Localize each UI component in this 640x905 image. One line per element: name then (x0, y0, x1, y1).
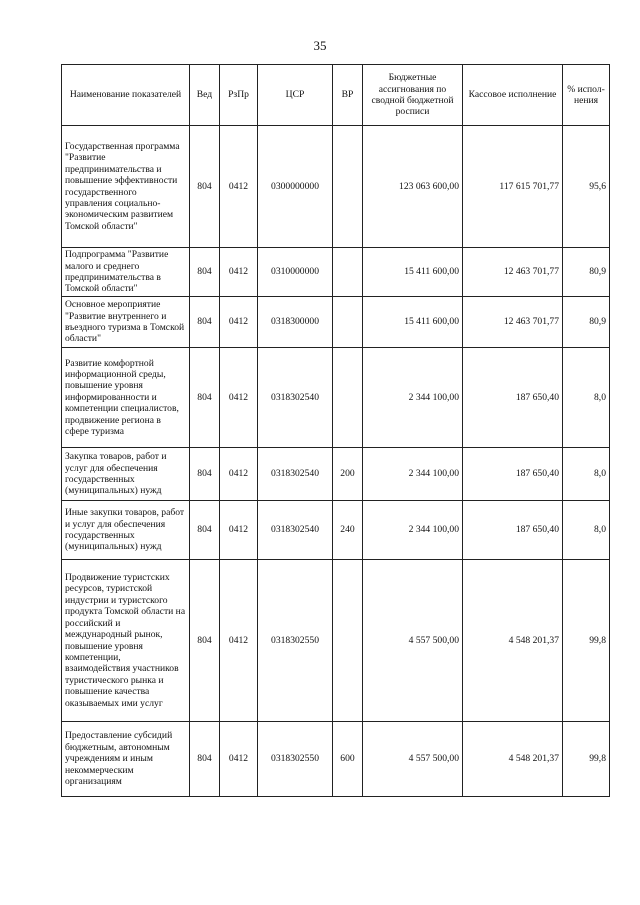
row-exec: 4 548 201,37 (463, 560, 563, 722)
row-csr: 0318302540 (258, 501, 333, 560)
header-pct: % испол-нения (563, 65, 610, 126)
row-pct: 8,0 (563, 501, 610, 560)
row-name: Подпрограмма "Развитие малого и среднего предпринимательства в Томской области" (62, 248, 190, 297)
row-ved: 804 (190, 448, 220, 501)
row-plan: 15 411 600,00 (363, 248, 463, 297)
row-vr (333, 248, 363, 297)
row-csr: 0318302540 (258, 448, 333, 501)
table-row (62, 722, 610, 797)
row-name: Закупка товаров, работ и услуг для обеспечения государственных (муниципальных) нужд (62, 448, 190, 501)
row-exec: 12 463 701,77 (463, 248, 563, 297)
row-pct: 8,0 (563, 448, 610, 501)
row-ved: 804 (190, 722, 220, 797)
row-plan: 2 344 100,00 (363, 448, 463, 501)
budget-execution-table (61, 64, 610, 797)
row-rzpr: 0412 (220, 348, 258, 448)
row-ved: 804 (190, 348, 220, 448)
row-csr: 0318300000 (258, 297, 333, 348)
row-exec: 117 615 701,77 (463, 126, 563, 248)
row-pct: 99,8 (563, 560, 610, 722)
row-exec: 187 650,40 (463, 448, 563, 501)
row-pct: 80,9 (563, 248, 610, 297)
table-header-row (62, 65, 610, 126)
row-rzpr: 0412 (220, 560, 258, 722)
row-plan: 2 344 100,00 (363, 501, 463, 560)
row-csr: 0318302540 (258, 348, 333, 448)
row-exec: 12 463 701,77 (463, 297, 563, 348)
row-vr (333, 297, 363, 348)
row-vr: 600 (333, 722, 363, 797)
row-ved: 804 (190, 248, 220, 297)
row-rzpr: 0412 (220, 501, 258, 560)
row-plan: 15 411 600,00 (363, 297, 463, 348)
header-exec: Кассовое исполнение (463, 65, 563, 126)
table-row (62, 560, 610, 722)
row-plan: 4 557 500,00 (363, 560, 463, 722)
table-row (62, 297, 610, 348)
row-csr: 0300000000 (258, 126, 333, 248)
row-rzpr: 0412 (220, 248, 258, 297)
row-rzpr: 0412 (220, 722, 258, 797)
row-pct: 95,6 (563, 126, 610, 248)
row-ved: 804 (190, 297, 220, 348)
header-plan: Бюджетные ассигнования по сводной бюджетной росписи (363, 65, 463, 126)
row-csr: 0310000000 (258, 248, 333, 297)
row-plan: 2 344 100,00 (363, 348, 463, 448)
row-name: Иные закупки товаров, работ и услуг для обеспечения государственных (муниципальных) нужд (62, 501, 190, 560)
row-vr: 240 (333, 501, 363, 560)
row-pct: 99,8 (563, 722, 610, 797)
row-csr: 0318302550 (258, 722, 333, 797)
page-number: 35 (313, 38, 327, 53)
row-pct: 80,9 (563, 297, 610, 348)
header-rzpr: РзПр (220, 65, 258, 126)
row-name: Предоставление субсидий бюджетным, автономным учреждениям и иным некоммерческим организациям (62, 722, 190, 797)
row-name: Развитие комфортной информационной среды, повышение уровня информированности и компетенции специалистов, продвижение региона в сфере туризма (62, 348, 190, 448)
row-ved: 804 (190, 560, 220, 722)
table-row (62, 248, 610, 297)
row-ved: 804 (190, 501, 220, 560)
header-name: Наименование показателей (62, 65, 190, 126)
header-csr: ЦСР (258, 65, 333, 126)
row-vr: 200 (333, 448, 363, 501)
row-exec: 187 650,40 (463, 501, 563, 560)
row-pct: 8,0 (563, 348, 610, 448)
table-row (62, 126, 610, 248)
table-row (62, 348, 610, 448)
row-name: Государственная программа "Развитие предпринимательства и повышение эффективности государственного управления социально-экономическим развитием Томской области" (62, 126, 190, 248)
row-rzpr: 0412 (220, 297, 258, 348)
row-exec: 187 650,40 (463, 348, 563, 448)
header-vr: ВР (333, 65, 363, 126)
row-vr (333, 560, 363, 722)
row-exec: 4 548 201,37 (463, 722, 563, 797)
row-rzpr: 0412 (220, 126, 258, 248)
header-ved: Вед (190, 65, 220, 126)
row-name: Основное мероприятие "Развитие внутреннего и въездного туризма в Томской области" (62, 297, 190, 348)
row-vr (333, 126, 363, 248)
row-name: Продвижение туристских ресурсов, туристской индустрии и туристского продукта Томской области на российский и международный рынок, повышение уровня компетенции, взаимодействия участников туристического рынка и повышение качества оказываемых ими услуг (62, 560, 190, 722)
row-plan: 123 063 600,00 (363, 126, 463, 248)
table-row (62, 448, 610, 501)
table-row (62, 501, 610, 560)
row-csr: 0318302550 (258, 560, 333, 722)
row-ved: 804 (190, 126, 220, 248)
row-plan: 4 557 500,00 (363, 722, 463, 797)
row-vr (333, 348, 363, 448)
row-rzpr: 0412 (220, 448, 258, 501)
